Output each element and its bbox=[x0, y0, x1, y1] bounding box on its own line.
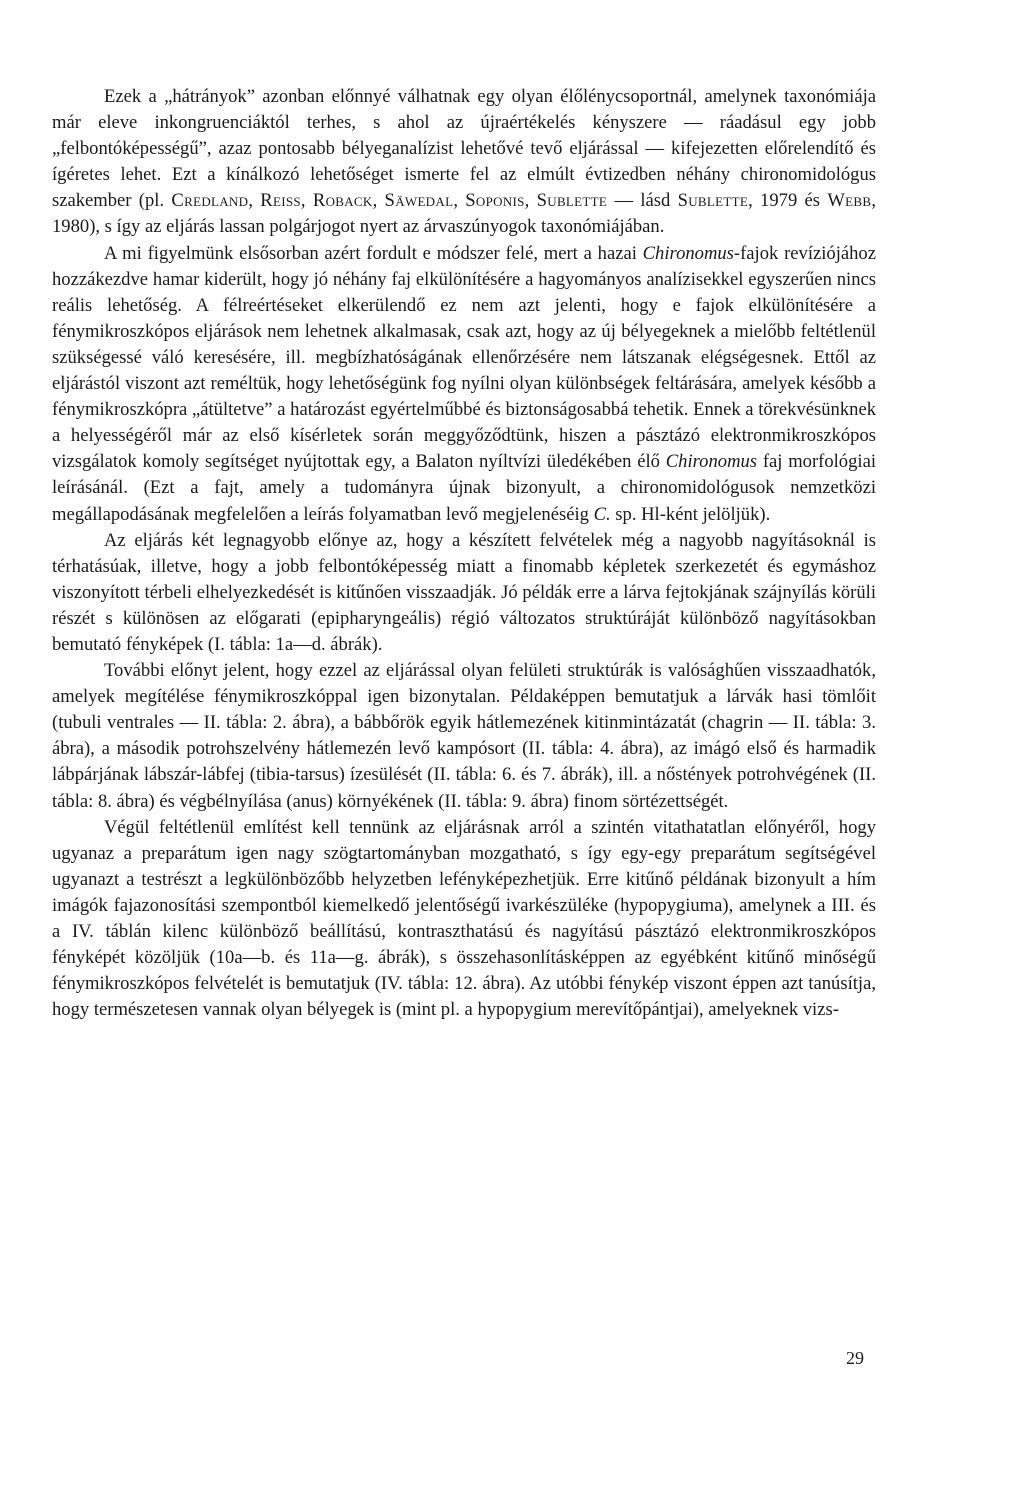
text-run: , bbox=[300, 190, 313, 212]
author-name: Säwedal bbox=[384, 190, 454, 212]
text-run: faj morfológiai leírásánál. (Ezt a fajt, amely a tudományra újnak bizonyult, a chironomidológusok nemzetközi megállapodásának megfelelően a leírás folyamatban levő megjelenéséig bbox=[52, 451, 876, 525]
text-run: sp. Hl-ként jelöljük). bbox=[610, 503, 771, 525]
author-name: Sublette bbox=[677, 190, 749, 212]
page-number: 29 bbox=[846, 1348, 864, 1368]
author-name: Sublette bbox=[536, 190, 608, 212]
text-run: , bbox=[453, 190, 466, 212]
paragraph-1 bbox=[52, 84, 876, 241]
text-run: További előnyt jelent, hogy ezzel az eljárással olyan felületi struktúrák is valósághűen visszaadhatók, amelyek megítélése fénymikroszkóppal igen bizonytalan. Példaképpen bemutatjuk a lárvák hasi tömlőit (tubuli ventrales — II. tábla: 2. ábra), a bábbőrök egyik hátlemezének kitinmintázatát (chagrin — II. tábla: 3. ábra), a második potrohszelvény hátlemezén levő kampósort (II. tábla: 4. ábra), az imágó első és harmadik lábpárjának lábszár-lábfej (tibia-tarsus) ízesülését (II. tábla: 6. és 7. ábrák), ill. a nőstények potrohvégének (II. tábla: 8. ábra) és végbélnyílása (anus) környékének (II. tábla: 9. ábra) finom sörtézettségét. bbox=[52, 660, 876, 812]
text-run: Végül feltétlenül említést kell tennünk az eljárásnak arról a szintén vitathatatlan előnyéről, hogy ugyanaz a preparátum igen nagy szögtartományban mozgatható, s így egy-egy preparátum segítségével ugyanazt a testrészt a legkülönbözőbb helyzetben lefényképezhetjük. Erre kitűnő példának bizonyult a hím imágók fajazonosítási szempontból kiemelkedő jelentőségű ivarkészüléke (hypopygiuma), amelynek a III. és a IV. táblán kilenc különböző beállítású, kontraszthatású és nagyítású pásztázó elektronmikroszkópos fényképét közöljük (10a—b. és 11a—g. ábrák), s összehasonlításképpen az egyébként kitűnő minőségű fénymikroszkópos felvételét is bemutatjuk (IV. tábla: 12. ábra). Az utóbbi fénykép viszont éppen azt tanúsítja, hogy természetesen vannak olyan bélyegek is (mint pl. a hypopygium merevítőpántjai), amelyeknek vizs- bbox=[52, 816, 876, 1021]
author-name: Credland bbox=[171, 190, 249, 212]
page-body bbox=[52, 84, 876, 1023]
italic-text: Chironomus bbox=[665, 451, 758, 473]
paragraph-2 bbox=[52, 241, 876, 528]
paragraph-4 bbox=[52, 658, 876, 815]
italic-text: Chironomus bbox=[642, 242, 734, 264]
text-run: A mi figyelmünk elsősorban azért fordult e módszer felé, mert a hazai bbox=[104, 242, 643, 264]
author-name: Soponis bbox=[465, 190, 525, 212]
author-name: Roback bbox=[312, 190, 373, 212]
author-name: Webb bbox=[827, 190, 872, 212]
italic-text: C. bbox=[593, 503, 611, 525]
text-run: , 1980), s így az eljárás lassan polgárjogot nyert az árvaszúnyogok taxonómiájában. bbox=[52, 190, 877, 238]
text-run: -fajok revíziójához hozzákezdve hamar kiderült, hogy jó néhány faj elkülönítésére a hagyományos analízisekkel egyszerűen nincs reális lehetőség. A félreértéseket elkerülendő ez nem azt jelenti, hogy e fajok elkülönítésére a fénymikroszkópos eljárások nem lehetnek alkalmasak, csak azt, hogy az új bélyegeknek a mielőbb feltétlenül szükségessé váló keresésére, ill. megbízhatóságának ellenőrzésére nem látszanak elégségesnek. Ettől az eljárástól viszont azt reméltük, hogy lehetőségünk fog nyílni olyan különbségek feltárására, amelyek később a fénymikroszkópra „átültetve” a határozást egyértelműbbé és biztonságosabbá tehetik. Ennek a törekvésünknek a helyességéről már az első kísérletek során meggyőződtünk, hiszen a pásztázó elektronmikroszkópos vizsgálatok komoly segítséget nyújtottak egy, a Balaton nyíltvízi üledékében élő bbox=[52, 242, 876, 473]
text-run: — lásd bbox=[607, 190, 678, 212]
author-name: Reiss bbox=[260, 190, 301, 212]
text-run: , 1979 és bbox=[748, 190, 828, 212]
text-run: , bbox=[248, 190, 261, 212]
text-run: , bbox=[372, 190, 385, 212]
paragraph-3 bbox=[52, 528, 876, 658]
text-run: Ezek a „hátrányok” azonban előnnyé válhatnak egy olyan élőlénycsoportnál, amelynek taxonómiája már eleve inkongruenciáktól terhes, s ahol az újraértékelés kényszere — ráadásul egy jobb „felbontóképességű”, azaz pontosabb bélyeganalízist lehetővé tevő eljárással — kifejezetten előrelendítő és ígéretes lehet. Ezt a kínálkozó lehetőséget ismerte fel az elmúlt évtizedben néhány chironomidológus szakember (pl. bbox=[52, 86, 876, 212]
text-run: , bbox=[524, 190, 537, 212]
paragraph-5 bbox=[52, 815, 876, 1024]
text-run: Az eljárás két legnagyobb előnye az, hogy a készített felvételek még a nagyobb nagyításoknál is térhatásúak, illetve, hogy a jobb felbontóképesség miatt a finomabb képletek szerkezetét és egymáshoz viszonyított térbeli elhelyezkedését is kitűnően visszaadják. Jó példák erre a lárva fejtokjának szájnyílás körüli részét s különösen az előgarati (epipharyngeális) régió változatos struktúráját különböző nagyításokban bemutató fényképek (I. tábla: 1a—d. ábrák). bbox=[52, 529, 876, 655]
